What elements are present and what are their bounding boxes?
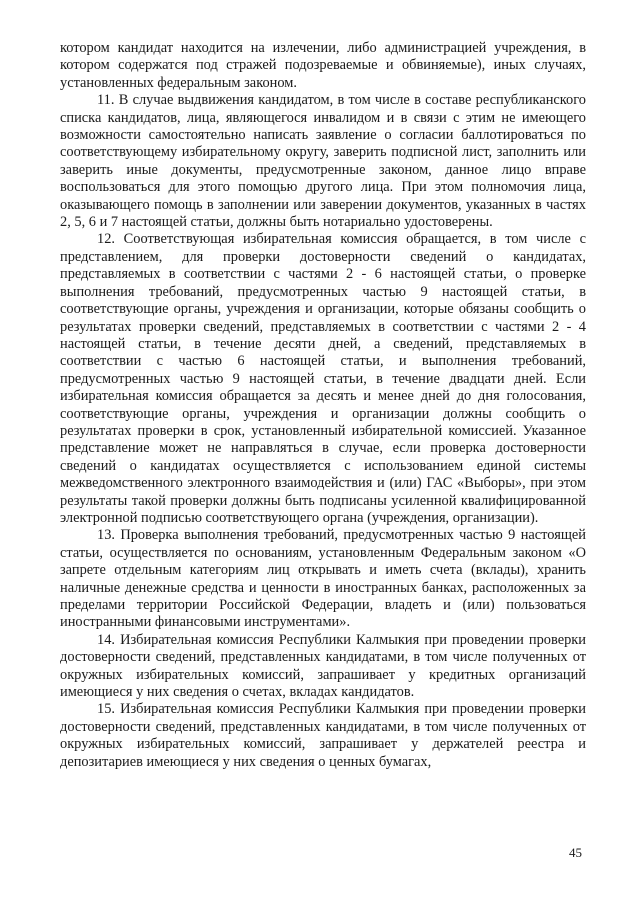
paragraph-11: 11. В случае выдвижения кандидатом, в том числе в составе республиканского списка кандидатов, лица, являющегося инвалидом и в связи с этим не имеющего возможности самостоятельно написать заявление о согласии баллотироваться по соответствующему избирательному округу, заверить подписной лист, заполнить или заверить иные документы, предусмотренные законом, данное лицо вправе воспользоваться для этого помощью другого лица. При этом полномочия лица, оказывающего помощь в заполнении или заверении документов, указанных в частях 2, 5, 6 и 7 настоящей статьи, должны быть нотариально удостоверены.: [60, 92, 586, 231]
paragraph-14: 14. Избирательная комиссия Республики Калмыкия при проведении проверки достоверности сведений, представленных кандидатами, в том числе полученных от окружных избирательных комиссий, запрашивает у кредитных организаций имеющиеся у них сведения о счетах, вкладах кандидатов.: [60, 631, 586, 701]
paragraph-15: 15. Избирательная комиссия Республики Калмыкия при проведении проверки достоверности сведений, представленных кандидатами, в том числе полученных от окружных избирательных комиссий, запрашивает у держателей реестра и депозитариев имеющиеся у них сведения о ценных бумагах,: [60, 701, 586, 770]
paragraph-continuation: котором кандидат находится на излечении, либо администрацией учреждения, в котором содержатся под стражей подозреваемые и обвиняемые), иных случаях, установленных федеральным законом.: [60, 40, 586, 91]
paragraph-12: 12. Соответствующая избирательная комиссия обращается, в том числе с представлением, для проверки достоверности сведений о кандидатах, представляемых в соответствии с частями 2 - 6 настоящей статьи, о проверке выполнения требований, предусмотренных частью 9 настоящей статьи, в соответствующие органы, учреждения и организации, которые обязаны сообщить о результатах проверки сведений, представляемых в соответствии с частями 2 - 4 настоящей статьи, в течение десяти дней, а сведений, представляемых в соответствии с частью 6 настоящей статьи, и выполнения требований, предусмотренных частью 9 настоящей статьи, в течение двадцати дней. Если избирательная комиссия обращается за десять и менее дней до дня голосования, соответствующие органы, учреждения и организации должны сообщить о результатах проверки в срок, установленный избирательной комиссией. Указанное представление может не направляться в случае, если проверка достоверности сведений о кандидатах осуществляется с использованием единой системы межведомственного электронного взаимодействия и (или) ГАС «Выборы», при этом результаты такой проверки должны быть подписаны усиленной квалифицированной электронной подписью соответствующего органа (учреждения, организации).: [60, 231, 586, 526]
page-number: 45: [569, 845, 582, 860]
paragraph-13: 13. Проверка выполнения требований, предусмотренных частью 9 настоящей статьи, осуществляется по основаниям, установленным Федеральным законом «О запрете отдельным категориям лиц открывать и иметь счета (вклады), хранить наличные денежные средства и ценности в иностранных банках, расположенных за пределами территории Российской Федерации, владеть и (или) пользоваться иностранными финансовыми инструментами».: [60, 527, 586, 631]
document-page: [60, 40, 586, 771]
